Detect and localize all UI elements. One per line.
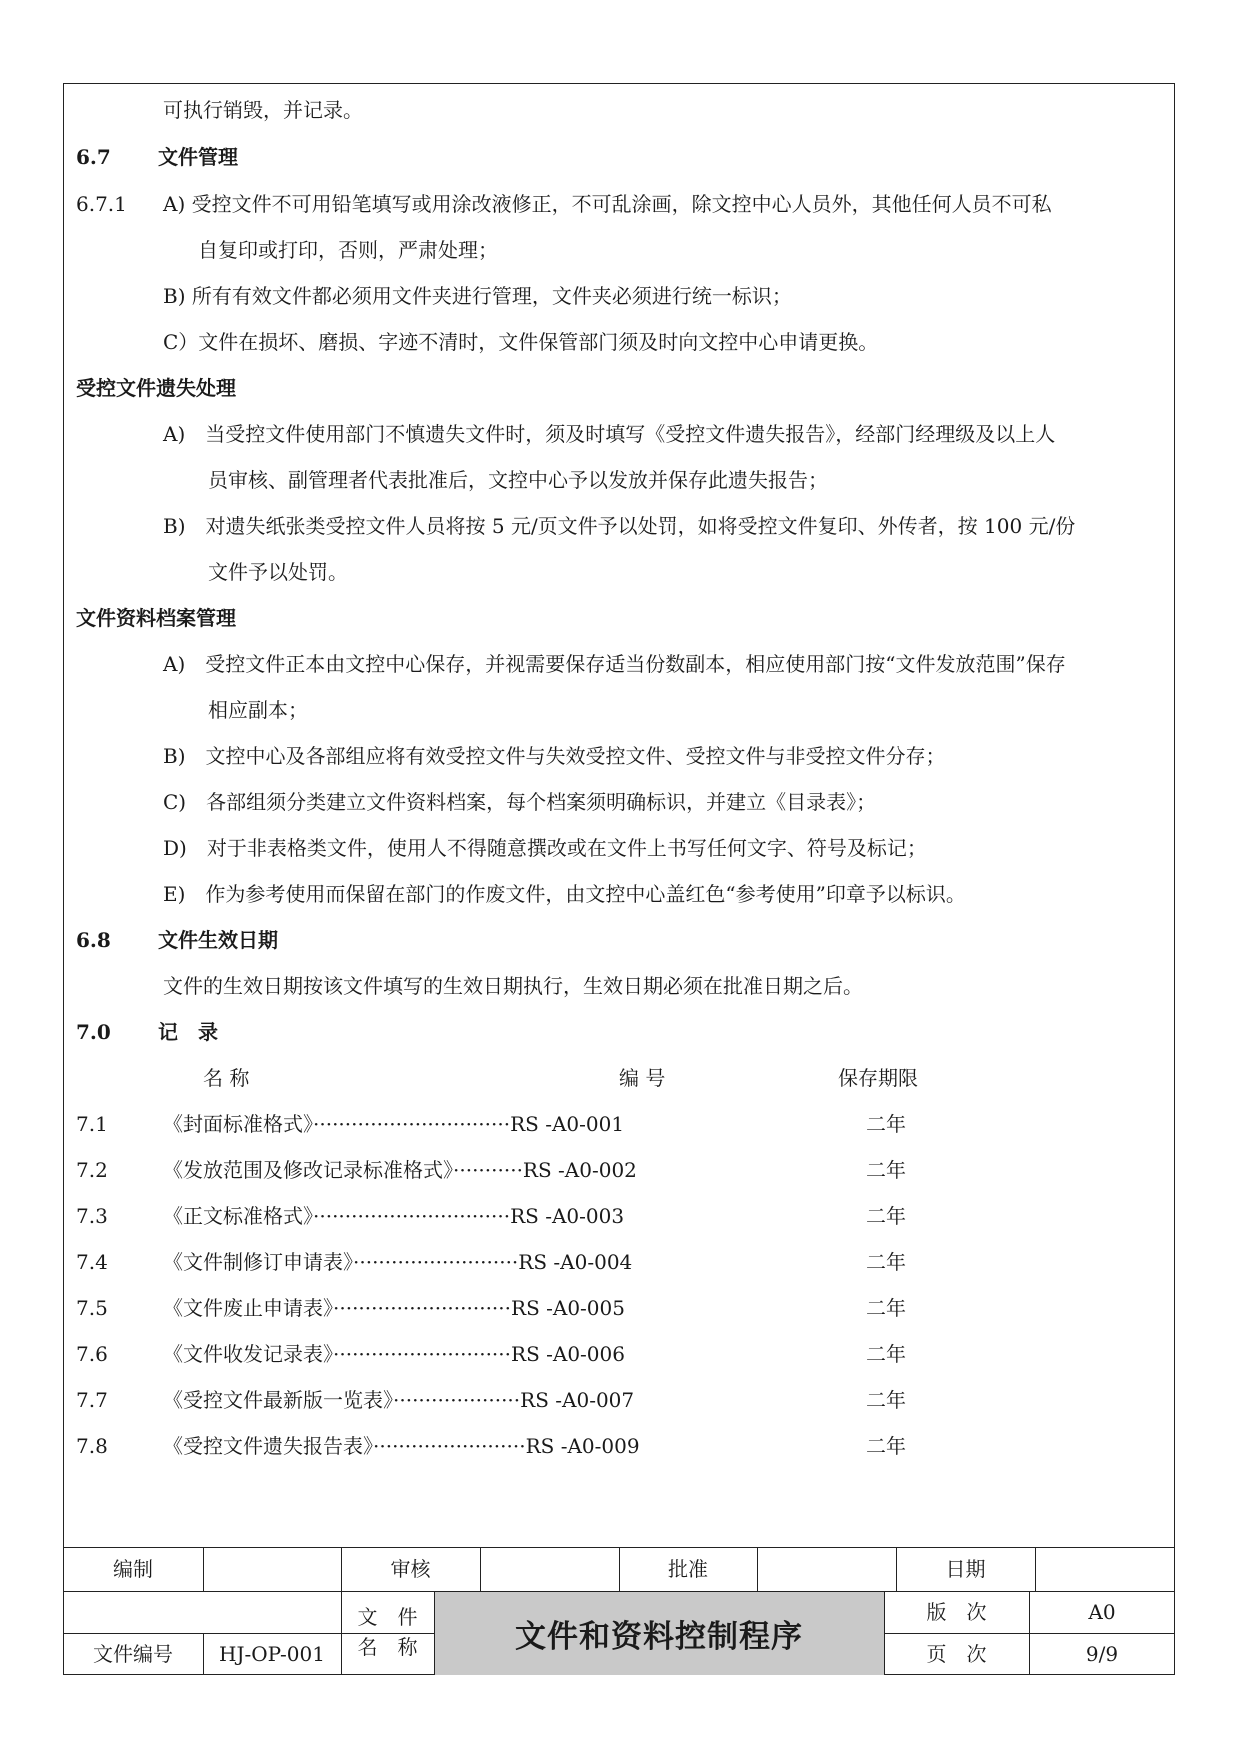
record-name-code: 《文件收发记录表》····························RS -A0-006 [163, 1342, 625, 1366]
record-number: 7.5 [76, 1296, 108, 1320]
footer-divider [203, 1547, 204, 1591]
record-period: 二年 [866, 1296, 906, 1320]
record-period: 二年 [866, 1112, 906, 1136]
review-label: 审核 [390, 1557, 431, 1581]
records-header-name: 名 称 [203, 1066, 250, 1090]
record-number: 7.2 [76, 1158, 108, 1182]
loss-item-b-line1: B) 对遗失纸张类受控文件人员将按 5 元/页文件予以处罚，如将受控文件复印、外传者，按 100 元/份 [163, 514, 1076, 538]
loss-item-a-line2: 员审核、副管理者代表批准后，文控中心予以发放并保存此遗失报告； [208, 468, 828, 492]
record-period: 二年 [866, 1204, 906, 1228]
compile-label: 编制 [113, 1557, 153, 1581]
records-header-period: 保存期限 [838, 1066, 918, 1090]
archive-item-a-line1: A) 受控文件正本由文控中心保存，并视需要保存适当份数副本，相应使用部门按“文件发放范围”保存 [163, 652, 1066, 676]
record-name-code: 《发放范围及修改记录标准格式》···········RS -A0-002 [163, 1158, 637, 1182]
item-6-7-1-a-line2: 自复印或打印，否则，严肃处理； [198, 238, 498, 262]
footer-divider [480, 1547, 481, 1591]
archive-item-c: C) 各部组须分类建立文件资料档案，每个档案须明确标识，并建立《目录表》； [163, 790, 877, 814]
record-name-code: 《文件制修订申请表》··························RS -A0-004 [163, 1250, 633, 1274]
loss-item-b-line2: 文件予以处罚。 [208, 560, 348, 584]
footer-divider [757, 1547, 758, 1591]
section-6-7-number: 6.7 [76, 145, 111, 169]
section-6-7-title: 文件管理 [158, 145, 238, 169]
record-name-code: 《封面标准格式》·······························RS -A0-001 [163, 1112, 625, 1136]
record-number: 7.1 [76, 1112, 108, 1136]
record-period: 二年 [866, 1250, 906, 1274]
version-value: A0 [1088, 1600, 1116, 1624]
record-number: 7.7 [76, 1388, 108, 1412]
record-period: 二年 [866, 1158, 906, 1182]
doc-number-value: HJ-OP-001 [219, 1642, 325, 1666]
loss-item-a-line1: A) 当受控文件使用部门不慎遗失文件时，须及时填写《受控文件遗失报告》，经部门经理级及以上人 [163, 422, 1056, 446]
item-6-7-1-c: C）文件在损坏、磨损、字迹不清时，文件保管部门须及时向文控中心申请更换。 [163, 330, 879, 354]
records-header-code: 编 号 [619, 1066, 666, 1090]
doc-title: 文件和资料控制程序 [515, 1618, 803, 1655]
archive-management-title: 文件资料档案管理 [76, 606, 236, 630]
loss-handling-title: 受控文件遗失处理 [76, 376, 236, 400]
archive-item-b: B) 文控中心及各部组应将有效受控文件与失效受控文件、受控文件与非受控文件分存； [163, 744, 946, 768]
record-number: 7.3 [76, 1204, 108, 1228]
record-name-code: 《文件废止申请表》····························RS -A0-005 [163, 1296, 625, 1320]
page-label: 页 次 [926, 1642, 987, 1666]
footer-divider [1035, 1547, 1036, 1591]
record-period: 二年 [866, 1434, 906, 1458]
archive-item-e: E) 作为参考使用而保留在部门的作废文件，由文控中心盖红色“参考使用”印章予以标识。 [163, 882, 966, 906]
section-7-0-number: 7.0 [76, 1020, 111, 1044]
version-label: 版 次 [926, 1600, 987, 1624]
record-name-code: 《受控文件最新版一览表》····················RS -A0-007 [163, 1388, 635, 1412]
record-name-code: 《正文标准格式》·······························RS -A0-003 [163, 1204, 625, 1228]
record-number: 7.8 [76, 1434, 108, 1458]
section-6-7-1-number: 6.7.1 [76, 192, 127, 216]
record-period: 二年 [866, 1388, 906, 1412]
footer-divider [63, 1591, 1175, 1592]
section-7-0-title: 记 录 [158, 1020, 218, 1044]
approve-label: 批准 [668, 1557, 708, 1581]
record-number: 7.6 [76, 1342, 108, 1366]
doc-name-label-line1: 文 件 [357, 1605, 418, 1629]
record-name-code: 《受控文件遗失报告表》························RS -A0-009 [163, 1434, 640, 1458]
section-6-8-text: 文件的生效日期按该文件填写的生效日期执行，生效日期必须在批准日期之后。 [163, 974, 863, 998]
page-value: 9/9 [1085, 1642, 1119, 1666]
section-6-8-title: 文件生效日期 [158, 928, 278, 952]
record-period: 二年 [866, 1342, 906, 1366]
footer-divider [434, 1591, 435, 1675]
item-6-7-1-b: B) 所有有效文件都必须用文件夹进行管理，文件夹必须进行统一标识； [163, 284, 792, 308]
archive-item-a-line2: 相应副本； [208, 698, 308, 722]
date-label: 日期 [945, 1557, 986, 1581]
item-6-7-1-a-line1: A) 受控文件不可用铅笔填写或用涂改液修正，不可乱涂画，除文控中心人员外，其他任何人员不可私 [163, 192, 1052, 216]
continuation-line: 可执行销毁，并记录。 [163, 98, 363, 122]
doc-number-label: 文件编号 [93, 1642, 173, 1666]
doc-name-label-line2: 名 称 [357, 1635, 418, 1659]
doc-title-cell [434, 1591, 884, 1675]
section-6-8-number: 6.8 [76, 928, 111, 952]
record-number: 7.4 [76, 1250, 108, 1274]
archive-item-d: D) 对于非表格类文件，使用人不得随意撰改或在文件上书写任何文字、符号及标记； [163, 836, 927, 860]
